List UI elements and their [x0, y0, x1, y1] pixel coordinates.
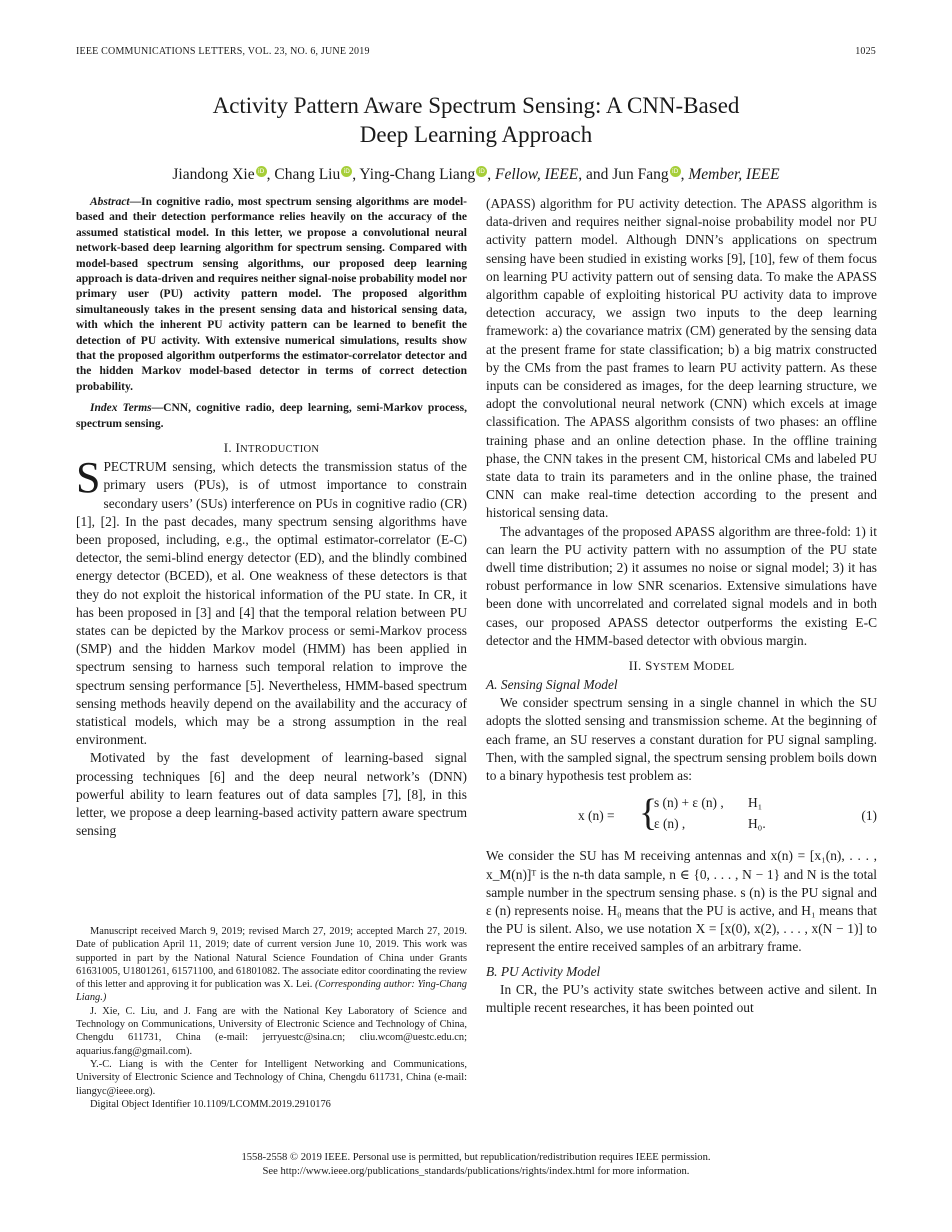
author-name: Jiandong Xie	[172, 166, 255, 184]
abstract-label: Abstract	[90, 196, 130, 208]
intro-paragraph-2-continued: (APASS) algorithm for PU activity detection. The APASS algorithm is data-driven and requires neither signal-noise probability model nor PU activity pattern model. Although DNN’s applications on spectrum sensing have been studied in existing works [9], [10], few of them focus on learning PU activity pattern out of sensing data. To make the APASS algorithm capable of exploiting historical PU activity data to improve detection accuracy, we assign two inputs to the deep learning framework: a) the covariance matrix (CM) generated by the sensing data at the present frame for state classification; b) a big matrix constructed by the CMs from the past frames to learn PU activity pattern. As these inputs can be considered as images, for the deep learning structure, we adopt the convolutional neural network (CNN) which excels at image classification. The APASS algorithm consists of two phases: an offline training phase and an online detection phase. In the offline training phase, the CNN takes in the present CM, historical CMs and labeled PU state data to train its parameters and in the online phase, the trained CNN can make real-time detection according to the present and historical sensing data.	[486, 196, 877, 521]
author-list: Jiandong Xie iD , Chang Liu iD , Ying-Chang Liang iD , Fellow, IEEE, and Jun Fang iD , Member, IEEE	[172, 166, 780, 184]
page-number: 1025	[855, 46, 876, 57]
left-brace: {	[639, 792, 658, 835]
subsection-heading-b: B. PU Activity Model	[486, 963, 601, 979]
abstract-text: In cognitive radio, most spectrum sensing algorithms are model-based and their detection performance relies heavily on the accuracy of the assumed statistical model. In this letter, we propose a convolutional neural network-based deep learning algorithm for spectrum sensing. Compared with model-based spectrum sensing algorithms, our proposed deep learning approach is data-driven and requires neither signal-noise probability model nor primary user (PU) activity pattern model. The proposed algorithm simultaneously takes in the present sensing data and historical sensing data, with which the inherent PU activity pattern can be learned to benefit the detection of PU activity. With extensive numerical simulations, results show that the proposed algorithm outperforms the estimator-correlator detector and the hidden Markov model-based detector in terms of correct detection probability.	[76, 196, 467, 393]
index-terms-text: CNN, cognitive radio, deep learning, semi-Markov process, spectrum sensing.	[76, 402, 467, 430]
copyright-footer	[76, 1151, 876, 1179]
author-name: and Jun Fang	[585, 166, 669, 184]
footnote-affiliation-1: J. Xie, C. Liu, and J. Fang are with the National Key Laboratory of Science and Technology on Communications, University of Electronic Science and Technology of China, Chengdu 611731, China (e-mail: jerryuestc@sina.cn; cliu.wcom@uestc.edu.cn; aquarius.fang@gmail.com).	[76, 1005, 467, 1057]
section-heading-introduction: I. INTRODUCTION	[223, 440, 320, 456]
footnote-doi: Digital Object Identifier 10.1109/LCOMM.2019.2910176	[90, 1098, 331, 1110]
permissions-link[interactable]: See http://www.ieee.org/publications_standards/publications/rights/index.html for more information.	[262, 1166, 690, 1177]
paper-title	[120, 91, 832, 149]
author-title: Member, IEEE	[688, 166, 780, 184]
left-column	[76, 195, 467, 840]
abstract: Abstract—In cognitive radio, most spectrum sensing algorithms are model-based and their detection performance relies heavily on the accuracy of the assumed statistical model. In this letter, we propose a convolutional neural network-based deep learning algorithm for spectrum sensing. Compared with model-based spectrum sensing algorithms, our proposed deep learning approach is data-driven and requires neither signal-noise probability model nor primary user (PU) activity pattern model. The proposed algorithm simultaneously takes in the present sensing data and historical sensing data, with which the inherent PU activity pattern can be learned to benefit the detection of PU activity. With extensive numerical simulations, results show that the proposed algorithm outperforms the estimator-correlator detector and the hidden Markov model-based detector in terms of correct detection probability.	[76, 196, 467, 393]
intro-paragraph-2: Motivated by the fast development of learning-based signal processing techniques [6] and the deep neural network’s (DNN) powerful ability to learn features out of data samples [7], [8], in this letter, we propose a deep learning-based activity pattern aware spectrum sensing	[76, 750, 467, 839]
orcid-icon[interactable]: iD	[476, 166, 487, 177]
section-heading-system-model: II. SYSTEM MODEL	[628, 658, 735, 674]
copyright-line: 1558-2558 © 2019 IEEE. Personal use is permitted, but republication/redistribution requires IEEE permission.	[241, 1152, 711, 1163]
equation-case-1: s (n) + ε (n) ,	[654, 795, 724, 811]
title-line-1: Activity Pattern Aware Spectrum Sensing: A CNN-Based	[212, 93, 740, 118]
subsection-heading-a: A. Sensing Signal Model	[486, 677, 618, 693]
index-terms: Index Terms—CNN, cognitive radio, deep learning, semi-Markov process, spectrum sensing.	[76, 402, 467, 430]
equation-case-2: ε (n) ,	[654, 816, 686, 832]
author-title: Fellow, IEEE	[494, 166, 579, 184]
orcid-icon[interactable]: iD	[670, 166, 681, 177]
running-header	[76, 46, 876, 60]
sensing-model-paragraph-2: We consider the SU has M receiving antennas and x(n) = [x₁(n), . . . , x_M(n)]ᵀ is the n-th data sample, n ∈ {0, . . . , N − 1} and N is the total sample number in the spectrum sensing phase. s (n) is the PU signal and ε (n) represents noise. H₀ means that the PU is active, and H₁ means that the PU is silent. Also, we use notation X = [x(0), x(2), . . . , x(N − 1)] to represent the entire received samples of an arbitrary frame.	[486, 848, 877, 955]
hypothesis-h0: H₀.	[748, 816, 766, 832]
index-terms-label: Index Terms	[90, 402, 152, 415]
right-column	[486, 195, 877, 1017]
orcid-icon[interactable]: iD	[341, 166, 352, 177]
footnotes	[76, 925, 467, 1111]
author-name: Ying-Chang Liang	[359, 166, 476, 184]
author-name: Chang Liu	[274, 166, 341, 184]
equation-1	[486, 791, 877, 843]
sensing-model-paragraph-1: We consider spectrum sensing in a single channel in which the SU adopts the slotted sensing and transmission scheme. At the beginning of each frame, an SU reserves a constant duration for PU signal sampling. Then, with the sampled signal, the spectrum sensing problem boils down to a binary hypothesis test problem as:	[486, 695, 877, 784]
title-line-2: Deep Learning Approach	[359, 122, 593, 147]
footnote-manuscript: Manuscript received March 9, 2019; revised March 27, 2019; accepted March 27, 2019. Date of publication April 11, 2019; date of current version June 10, 2019. This work was supported in part by the National Natural Science Foundation of China under Grants 61631005, U1801261, 61571100, and 61801082. The associate editor coordinating the review of this letter and approving it for publication was X. Lei. (Corresponding author: Ying-Chang Liang.)	[76, 926, 467, 1004]
drop-cap: S	[76, 453, 101, 503]
equation-lhs: x (n) =	[578, 808, 615, 824]
journal-name: IEEE COMMUNICATIONS LETTERS, VOL. 23, NO. 6, JUNE 2019	[76, 46, 370, 57]
equation-number: (1)	[861, 808, 877, 824]
footnote-affiliation-2: Y.-C. Liang is with the Center for Intelligent Networking and Communications, University of Electronic Science and Technology of China, Chengdu 611731, China (e-mail: liangyc@ieee.org).	[76, 1058, 467, 1097]
hypothesis-h1: H₁	[748, 795, 763, 811]
pu-activity-paragraph-1: In CR, the PU’s activity state switches between active and silent. In multiple recent researches, it has been pointed out	[486, 981, 877, 1015]
intro-paragraph-1: SPECTRUM sensing, which detects the transmission status of the primary users (PUs), is of utmost importance to constrain secondary users’ (SUs) interference on PUs in cognitive radio (CR) [1], [2]. In the past decades, many spectrum sensing algorithms have been proposed, including, e.g., the optimal estimator-correlator (E-C) detector, the semi-blind energy detector (ED), and the blindly combined energy detector (BCED), et al. One weakness of these detectors is that they do not exploit the historical information of the PU state. In CR, it has been proposed in [3] and [4] that the temporal relation between PU states can be depicted by the Markov process or semi-Markov process (SMP) and the hidden Markov model (HMM) has been applied in spectrum sensing to harness such temporal relation to improve the spectrum sensing performance [5]. Nevertheless, HMM-based spectrum sensing methods heavily depend on the availability and the accuracy of statistical models, which may be a strong assumption in the real environment.	[76, 453, 467, 748]
orcid-icon[interactable]: iD	[256, 166, 267, 177]
intro-paragraph-3: The advantages of the proposed APASS algorithm are three-fold: 1) it can learn the PU activity pattern with no assumption of the PU state dwell time distribution; 2) it assumes no noise or signal model; 3) it has robust performance in low SNR scenarios. Extensive simulations have been done with uncorrelated and correlated signal models and in both cases, our proposed APASS detector outperforms the existing E-C detector and the HMM-based detector with obvious margin.	[486, 523, 877, 648]
